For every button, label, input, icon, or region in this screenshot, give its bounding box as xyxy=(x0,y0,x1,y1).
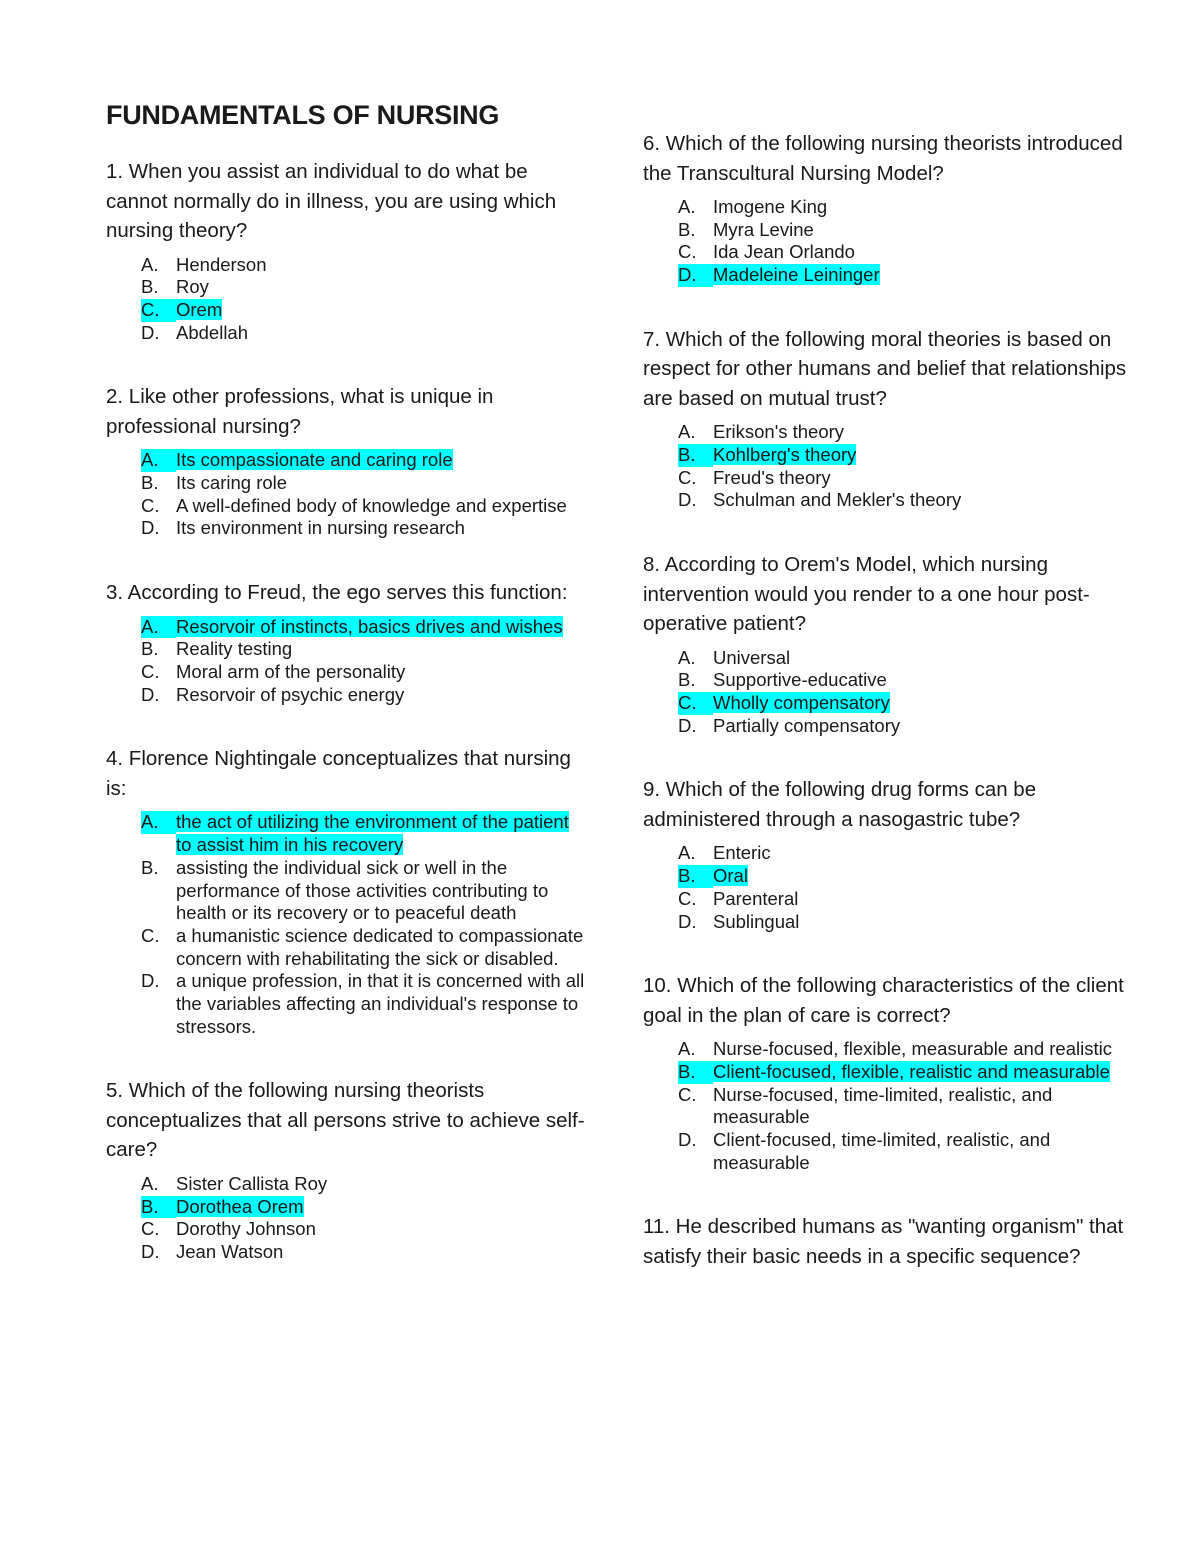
option-letter: A. xyxy=(678,421,696,443)
option-list xyxy=(643,421,1133,512)
answer-option xyxy=(141,638,586,661)
question-text: 6. Which of the following nursing theorists introduced the Transcultural Nursing Model? xyxy=(643,132,1123,185)
option-letter: D. xyxy=(678,910,697,932)
correct-answer-option xyxy=(678,692,1133,715)
question-text: 3. According to Freud, the ego serves this function: xyxy=(106,581,568,605)
correct-answer-option xyxy=(141,616,586,639)
answer-option xyxy=(141,857,586,925)
question-item xyxy=(643,129,1133,287)
option-list xyxy=(106,811,586,1038)
option-text: Partially compensatory xyxy=(713,714,901,736)
correct-answer-option xyxy=(141,299,586,322)
option-text-wrap xyxy=(176,661,586,684)
correct-answer-option xyxy=(141,811,586,856)
option-text: Orem xyxy=(176,298,223,320)
option-text-wrap xyxy=(713,421,1133,444)
option-list xyxy=(106,449,586,540)
answer-option xyxy=(678,219,1133,242)
option-text: Erikson's theory xyxy=(713,421,845,443)
option-letter: A. xyxy=(678,1038,696,1060)
option-text: Sublingual xyxy=(713,910,800,932)
question-text: 5. Which of the following nursing theorists conceptualizes that all persons strive to achieve self-care? xyxy=(106,1079,585,1162)
option-letter: C. xyxy=(141,924,160,946)
answer-option xyxy=(678,888,1133,911)
option-text: assisting the individual sick or well in the performance of those activities contributing to health or its recovery or to peaceful death xyxy=(176,856,549,924)
option-text-wrap xyxy=(176,925,586,970)
question-text: 1. When you assist an individual to do what be cannot normally do in illness, you are using which nursing theory? xyxy=(106,160,557,242)
option-letter: D. xyxy=(141,1241,160,1263)
option-text-wrap xyxy=(713,196,1133,219)
option-text: Nurse-focused, flexible, measurable and realistic xyxy=(713,1038,1112,1060)
option-text-wrap xyxy=(713,647,1133,670)
option-text-wrap xyxy=(176,857,586,925)
option-list xyxy=(643,196,1133,287)
question-item xyxy=(106,578,586,706)
option-text-wrap xyxy=(176,811,586,856)
option-text: Dorothy Johnson xyxy=(176,1218,316,1240)
option-text-wrap xyxy=(176,684,586,707)
option-text-wrap xyxy=(713,842,1133,865)
question-item xyxy=(643,325,1133,512)
option-text-wrap xyxy=(176,276,586,299)
option-list xyxy=(643,1038,1133,1174)
option-text: Freud's theory xyxy=(713,466,831,488)
question-item xyxy=(643,550,1133,737)
answer-option xyxy=(141,661,586,684)
option-letter: D. xyxy=(141,683,160,705)
option-letter: C. xyxy=(678,692,713,715)
question-text: 7. Which of the following moral theories is based on respect for other humans and belief that relationships are based on mutual trust? xyxy=(643,327,1127,410)
answer-option xyxy=(678,196,1133,219)
option-text-wrap xyxy=(176,1241,586,1264)
answer-option xyxy=(678,842,1133,865)
option-text-wrap xyxy=(713,715,1133,738)
option-text: Reality testing xyxy=(176,638,293,660)
answer-option xyxy=(141,1173,586,1196)
answer-option xyxy=(141,495,586,518)
answer-option xyxy=(141,254,586,277)
option-letter: C. xyxy=(678,466,697,488)
option-letter: C. xyxy=(141,661,160,683)
option-text: Its environment in nursing research xyxy=(176,517,465,539)
option-letter: D. xyxy=(678,714,697,736)
option-text-wrap xyxy=(713,1061,1133,1084)
option-text: Sister Callista Roy xyxy=(176,1172,328,1194)
option-letter: B. xyxy=(678,1061,713,1084)
option-text-wrap xyxy=(713,1084,1133,1129)
option-text: Myra Levine xyxy=(713,218,814,240)
option-text: Kohlberg's theory xyxy=(713,444,857,466)
option-text-wrap xyxy=(713,467,1133,490)
option-letter: B. xyxy=(678,865,713,888)
option-letter: B. xyxy=(141,472,159,494)
option-text: Parenteral xyxy=(713,887,799,909)
option-text-wrap xyxy=(176,517,586,540)
option-text: Jean Watson xyxy=(176,1241,284,1263)
option-letter: A. xyxy=(141,449,176,472)
option-text-wrap xyxy=(713,241,1133,264)
question-item xyxy=(106,1076,586,1263)
answer-option xyxy=(141,472,586,495)
option-letter: B. xyxy=(678,669,696,691)
option-list xyxy=(643,647,1133,738)
answer-option xyxy=(141,970,586,1038)
answer-option xyxy=(678,421,1133,444)
option-text: Its compassionate and caring role xyxy=(176,449,453,471)
option-text-wrap xyxy=(176,970,586,1038)
option-text: a unique profession, in that it is concerned with all the variables affecting an individual's response to stressors. xyxy=(176,970,585,1037)
option-text: the act of utilizing the environment of the patient to assist him in his recovery xyxy=(176,811,569,856)
left-question-list xyxy=(106,157,586,1264)
document-title: FUNDAMENTALS OF NURSING xyxy=(106,100,500,130)
option-text: Ida Jean Orlando xyxy=(713,241,855,263)
option-letter: C. xyxy=(141,1218,160,1240)
option-text: Abdellah xyxy=(176,321,249,343)
option-letter: A. xyxy=(141,811,176,834)
question-text: 4. Florence Nightingale conceptualizes that nursing is: xyxy=(106,747,571,800)
answer-option xyxy=(678,1084,1133,1129)
question-item xyxy=(106,157,586,344)
option-text: a humanistic science dedicated to compassionate concern with rehabilitating the sick or disabled. xyxy=(176,924,584,969)
question-text: 11. He described humans as "wanting organism" that satisfy their basic needs in a specific sequence? xyxy=(643,1215,1124,1268)
option-text-wrap xyxy=(713,444,1133,467)
option-text-wrap xyxy=(713,1038,1133,1061)
option-text-wrap xyxy=(713,1129,1133,1174)
option-letter: B. xyxy=(141,276,159,298)
option-letter: A. xyxy=(141,253,159,275)
option-text: Client-focused, time-limited, realistic, and measurable xyxy=(713,1129,1051,1173)
option-text: Resorvoir of instincts, basics drives and wishes xyxy=(176,615,563,637)
correct-answer-option xyxy=(678,264,1133,287)
answer-option xyxy=(678,715,1133,738)
option-letter: B. xyxy=(141,1196,176,1219)
option-text-wrap xyxy=(713,219,1133,242)
option-text-wrap xyxy=(713,692,1133,715)
option-text-wrap xyxy=(713,489,1133,512)
option-text: A well-defined body of knowledge and expertise xyxy=(176,494,567,516)
option-letter: A. xyxy=(141,616,176,639)
option-letter: B. xyxy=(678,218,696,240)
answer-option xyxy=(141,1241,586,1264)
answer-option xyxy=(141,276,586,299)
option-text-wrap xyxy=(176,1196,586,1219)
answer-option xyxy=(678,241,1133,264)
option-text: Supportive-educative xyxy=(713,669,887,691)
right-column xyxy=(643,129,1133,1309)
answer-option xyxy=(678,1038,1133,1061)
option-text-wrap xyxy=(176,449,586,472)
answer-option xyxy=(678,467,1133,490)
option-letter: A. xyxy=(141,1172,159,1194)
option-text-wrap xyxy=(713,888,1133,911)
option-letter: B. xyxy=(141,856,159,878)
option-list xyxy=(643,842,1133,933)
correct-answer-option xyxy=(678,1061,1133,1084)
question-text: 10. Which of the following characteristics of the client goal in the plan of care is correct? xyxy=(643,974,1124,1027)
answer-option xyxy=(141,517,586,540)
option-text-wrap xyxy=(176,495,586,518)
question-item xyxy=(106,744,586,1038)
question-text: 9. Which of the following drug forms can be administered through a nasogastric tube? xyxy=(643,778,1037,831)
option-text: Nurse-focused, time-limited, realistic, and measurable xyxy=(713,1083,1053,1128)
option-list xyxy=(106,254,586,345)
option-text: Imogene King xyxy=(713,196,828,217)
option-text-wrap xyxy=(176,322,586,345)
option-text-wrap xyxy=(176,472,586,495)
option-list xyxy=(106,616,586,707)
correct-answer-option xyxy=(678,444,1133,467)
answer-option xyxy=(678,911,1133,934)
answer-option xyxy=(678,489,1133,512)
option-letter: B. xyxy=(141,638,159,660)
option-text-wrap xyxy=(176,616,586,639)
option-text: Oral xyxy=(713,865,748,887)
option-letter: D. xyxy=(678,489,697,511)
option-letter: A. xyxy=(678,196,696,217)
correct-answer-option xyxy=(678,865,1133,888)
option-text-wrap xyxy=(713,669,1133,692)
option-text: Resorvoir of psychic energy xyxy=(176,683,405,705)
option-letter: C. xyxy=(141,494,160,516)
left-column xyxy=(106,100,586,1302)
option-text-wrap xyxy=(176,1173,586,1196)
option-letter: C. xyxy=(678,1083,697,1105)
question-item xyxy=(643,1212,1133,1271)
option-text: Henderson xyxy=(176,253,267,275)
correct-answer-option xyxy=(141,449,586,472)
option-text: Schulman and Mekler's theory xyxy=(713,489,962,511)
question-text: 8. According to Orem's Model, which nursing intervention would you render to a one hour post-operative patient? xyxy=(643,553,1090,636)
option-text-wrap xyxy=(713,264,1133,287)
option-letter: D. xyxy=(678,1129,697,1151)
option-text: Dorothea Orem xyxy=(176,1195,304,1217)
option-letter: B. xyxy=(678,444,713,467)
option-letter: D. xyxy=(141,321,160,343)
option-letter: D. xyxy=(141,517,160,539)
option-text: Universal xyxy=(713,646,791,668)
option-letter: C. xyxy=(141,299,176,322)
answer-option xyxy=(141,925,586,970)
option-text-wrap xyxy=(713,911,1133,934)
option-text: Roy xyxy=(176,276,209,298)
question-item xyxy=(643,775,1133,933)
option-text-wrap xyxy=(176,1218,586,1241)
option-text: Its caring role xyxy=(176,472,288,494)
answer-option xyxy=(141,684,586,707)
option-text-wrap xyxy=(713,865,1133,888)
correct-answer-option xyxy=(141,1196,586,1219)
option-text: Madeleine Leininger xyxy=(713,264,880,286)
right-question-list xyxy=(643,129,1133,1271)
option-letter: C. xyxy=(678,241,697,263)
option-text-wrap xyxy=(176,638,586,661)
question-item xyxy=(643,971,1133,1174)
option-letter: A. xyxy=(678,646,696,668)
question-item xyxy=(106,382,586,540)
option-text: Wholly compensatory xyxy=(713,692,890,714)
answer-option xyxy=(678,669,1133,692)
option-letter: D. xyxy=(141,970,160,992)
option-list xyxy=(106,1173,586,1264)
answer-option xyxy=(141,1218,586,1241)
option-text: Enteric xyxy=(713,842,771,864)
question-text: 2. Like other professions, what is unique in professional nursing? xyxy=(106,385,494,438)
option-text-wrap xyxy=(176,254,586,277)
answer-option xyxy=(678,1129,1133,1174)
option-letter: C. xyxy=(678,887,697,909)
answer-option xyxy=(141,322,586,345)
option-text: Client-focused, flexible, realistic and measurable xyxy=(713,1060,1110,1082)
option-text: Moral arm of the personality xyxy=(176,661,406,683)
option-letter: D. xyxy=(678,264,713,287)
option-text-wrap xyxy=(176,299,586,322)
answer-option xyxy=(678,647,1133,670)
option-letter: A. xyxy=(678,842,696,864)
